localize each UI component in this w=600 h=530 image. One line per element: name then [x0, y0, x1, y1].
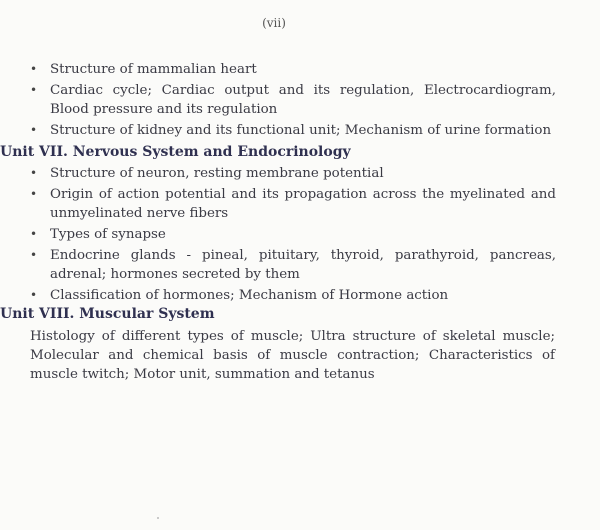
- list-item-text: Structure of mammalian heart: [50, 62, 257, 77]
- list-item-text: Structure of kidney and its functional unit; Mechanism of urine formation: [50, 123, 552, 138]
- list-item-text: Endocrine glands - pineal, pituitary, thyroid, parathyroid, pancreas, adrenal; hormones secreted by them: [50, 248, 556, 282]
- page-number: (vii): [262, 16, 286, 30]
- list-item-text: Cardiac cycle; Cardiac output and its regulation, Electrocardiogram, Blood pressure and its regulation: [50, 83, 556, 117]
- unit-8-heading: Unit VIII. Muscular System: [0, 306, 215, 322]
- bullet-icon: •: [30, 83, 38, 97]
- bullet-icon: •: [30, 288, 38, 302]
- list-item: [0, 246, 560, 284]
- list-item: [0, 81, 560, 119]
- unit-7-heading: Unit VII. Nervous System and Endocrinology: [0, 144, 351, 160]
- list-item-text: Types of synapse: [50, 227, 166, 242]
- scan-mark: [157, 517, 159, 519]
- list-item: [0, 185, 560, 223]
- list-item-text: Classification of hormones; Mechanism of Hormone action: [50, 288, 449, 303]
- unit-8-paragraph: Histology of different types of muscle; Ultra structure of skeletal muscle; Molecular and chemical basis of muscle contraction; Characteristics of muscle twitch; Motor unit, summation and tetanus: [30, 329, 555, 382]
- list-item: [0, 286, 560, 305]
- unit-7-list: [0, 164, 560, 307]
- list-item: [0, 60, 560, 79]
- section-a-list: [0, 60, 560, 142]
- list-item: [0, 121, 560, 140]
- bullet-icon: •: [30, 62, 38, 76]
- bullet-icon: •: [30, 227, 38, 241]
- bullet-icon: •: [30, 166, 38, 180]
- list-item: [0, 164, 560, 183]
- list-item-text: Origin of action potential and its propagation across the myelinated and unmyelinated nerve fibers: [50, 187, 556, 221]
- list-item-text: Structure of neuron, resting membrane potential: [50, 166, 384, 181]
- list-item: [0, 225, 560, 244]
- bullet-icon: •: [30, 248, 38, 262]
- bullet-icon: •: [30, 123, 38, 137]
- bullet-icon: •: [30, 187, 38, 201]
